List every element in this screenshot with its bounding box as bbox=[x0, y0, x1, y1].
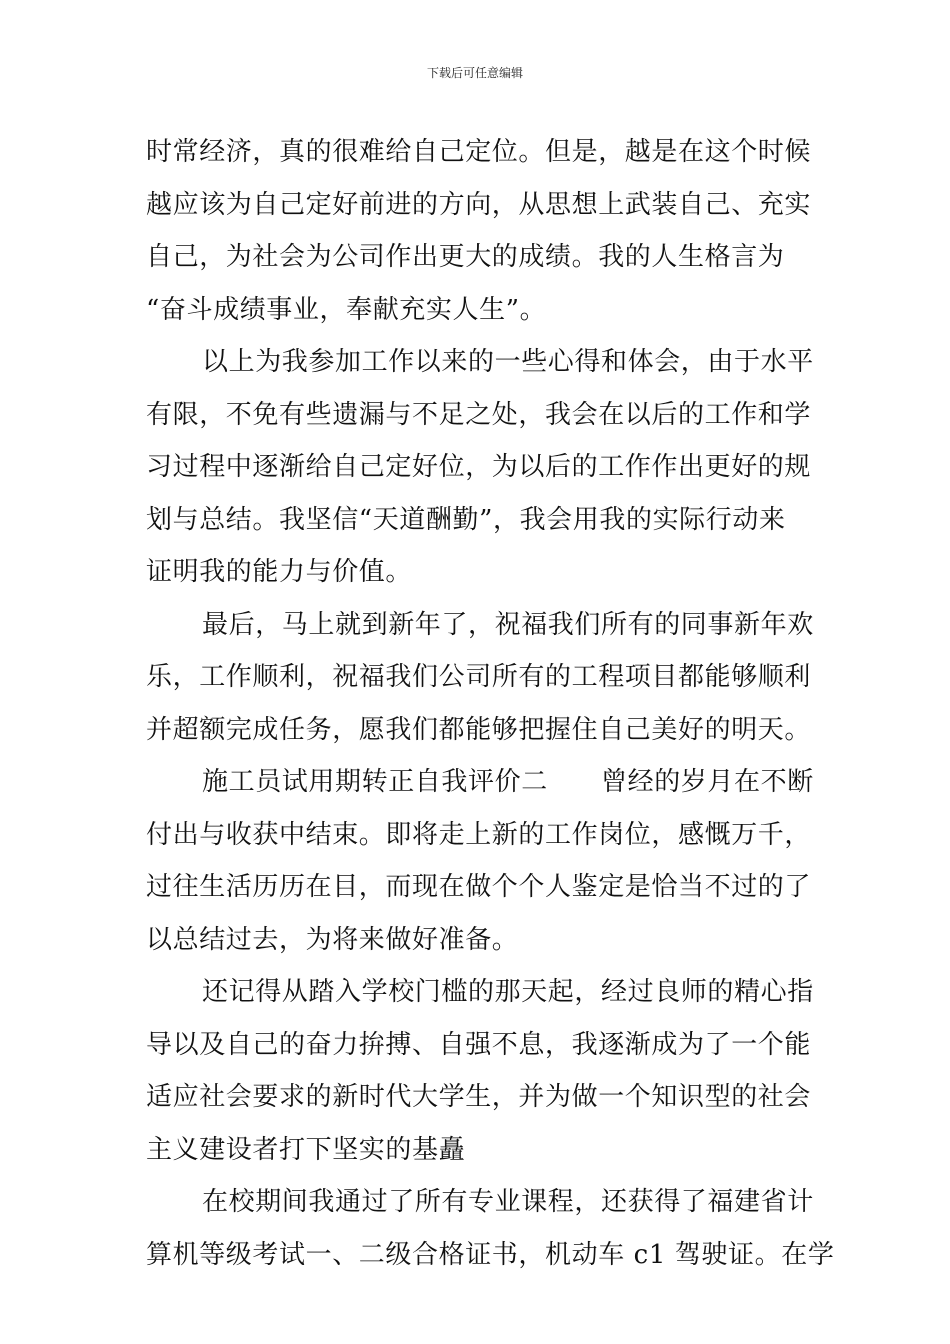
text-line: 乐，工作顺利，祝福我们公司所有的工程项目都能够顺利 bbox=[146, 662, 812, 692]
text-line: 算机等级考试一、二级合格证书，机动车 c1 驾驶证。在学 bbox=[146, 1239, 835, 1270]
text-line: 主义建设者打下坚实的基矗 bbox=[146, 1134, 466, 1165]
paragraph-1 bbox=[146, 126, 811, 336]
text-line: 越应该为自己定好前进的方向，从思想上武装自己、充实 bbox=[146, 189, 812, 220]
text-line: “奋斗成绩事业，奉献充实人生”。 bbox=[146, 294, 547, 325]
text-line: 导以及自己的奋力拚搏、自强不息，我逐渐成为了一个能 bbox=[146, 1029, 812, 1060]
text-line: 划与总结。我坚信“天道酬勤”，我会用我的实际行动来 bbox=[146, 504, 786, 535]
paragraph-5 bbox=[146, 966, 814, 1176]
text-line: 以上为我参加工作以来的一些心得和体会，由于水平 bbox=[202, 347, 814, 377]
text-line: 时常经济，真的很难给自己定位。但是，越是在这个时候 bbox=[146, 137, 812, 167]
text-line: 还记得从踏入学校门槛的那天起，经过良师的精心指 bbox=[202, 977, 814, 1007]
paragraph-2 bbox=[146, 336, 814, 599]
page-header: 下载后可任意编辑 bbox=[426, 66, 523, 80]
text-line: 付出与收获中结束。即将走上新的工作岗位，感慨万千， bbox=[146, 819, 812, 850]
paragraph-6 bbox=[146, 1176, 835, 1281]
document-body bbox=[146, 126, 835, 1281]
paragraph-4 bbox=[146, 756, 814, 966]
text-line: 有限，不免有些遗漏与不足之处，我会在以后的工作和学 bbox=[146, 399, 812, 430]
paragraph-3 bbox=[146, 599, 814, 757]
text-line: 证明我的能力与价值。 bbox=[146, 557, 413, 587]
text-line: 在校期间我通过了所有专业课程，还获得了福建省计 bbox=[202, 1187, 814, 1217]
text-line: 自己，为社会为公司作出更大的成绩。我的人生格言为 bbox=[146, 242, 785, 272]
text-line: 并超额完成任务，愿我们都能够把握住自己美好的明天。 bbox=[146, 714, 812, 745]
text-line: 以总结过去，为将来做好准备。 bbox=[146, 924, 519, 955]
text-line: 最后，马上就到新年了，祝福我们所有的同事新年欢 bbox=[202, 609, 814, 640]
text-line: 施工员试用期转正自我评价二 曾经的岁月在不断 bbox=[202, 767, 814, 797]
text-line: 习过程中逐渐给自己定好位，为以后的工作作出更好的规 bbox=[146, 452, 812, 482]
text-line: 适应社会要求的新时代大学生，并为做一个知识型的社会 bbox=[146, 1082, 812, 1112]
text-line: 过往生活历历在目，而现在做个个人鉴定是恰当不过的了 bbox=[146, 872, 812, 902]
